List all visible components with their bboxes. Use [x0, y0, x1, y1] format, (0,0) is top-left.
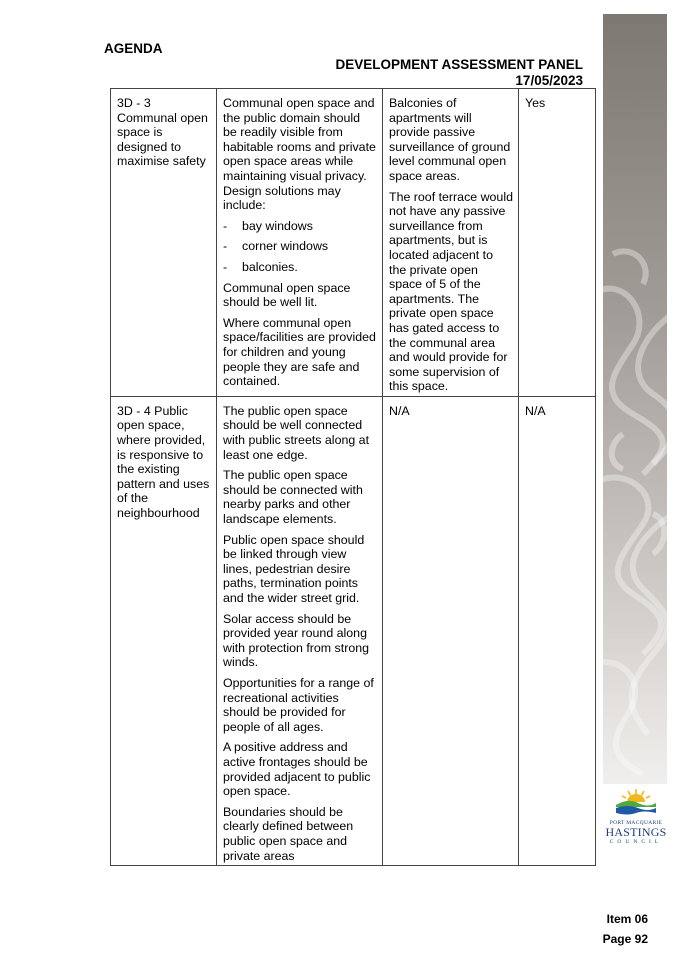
guidance-cell	[217, 396, 383, 865]
assessment-table	[110, 88, 596, 866]
list-item: - balconies.	[223, 260, 377, 275]
guidance-cell	[217, 89, 383, 397]
complies-cell: Yes	[519, 89, 596, 397]
logo-line-1: PORT MACQUARIE	[609, 820, 663, 826]
agenda-label: AGENDA	[104, 41, 163, 56]
logo-line-2: HASTINGS	[605, 825, 667, 839]
comment-cell	[383, 89, 519, 397]
page-number: Page 92	[602, 932, 648, 946]
swirl-pattern-icon	[603, 14, 667, 784]
comment-paragraph: The roof terrace would not have any passive surveillance from apartments, but is located adjacent to the private open space of 5 of the apartments. The private open space has gated access to the communal area and would provide for some supervision of this space.	[389, 189, 513, 394]
guidance-paragraph: Solar access should be provided year round along with protection from strong winds.	[223, 611, 369, 670]
guidance-paragraph: Boundaries should be clearly defined between public open space and private areas	[223, 804, 354, 863]
guidance-paragraph: Communal open space should be well lit.	[223, 280, 351, 310]
decorative-side-band	[603, 14, 667, 784]
comment-cell: N/A	[383, 396, 519, 865]
objective-cell: 3D - 4 Public open space, where provided, is responsive to the existing pattern and uses of the neighbourhood	[111, 396, 217, 865]
list-item: - corner windows	[223, 239, 377, 254]
panel-title: DEVELOPMENT ASSESSMENT PANEL	[335, 57, 583, 72]
meeting-date: 17/05/2023	[515, 73, 583, 88]
guidance-paragraph: A positive address and active frontages should be provided adjacent to public open space.	[223, 740, 371, 799]
list-item: - bay windows	[223, 219, 377, 234]
table-row	[111, 396, 596, 865]
logo-line-3: COUNCIL	[609, 839, 663, 845]
panel-header	[335, 57, 583, 89]
table-row	[111, 89, 596, 397]
guidance-paragraph: Where communal open space/facilities are provided for children and young people they are safe and contained.	[223, 315, 376, 389]
guidance-paragraph: The public open space should be connected with nearby parks and other landscape elements.	[223, 468, 363, 527]
comment-paragraph: Balconies of apartments will provide passive surveillance of ground level communal open space areas.	[389, 96, 511, 183]
complies-cell: N/A	[519, 396, 596, 865]
council-logo	[603, 787, 669, 845]
sun-hills-logo-icon	[614, 787, 658, 815]
guidance-paragraph: Communal open space and the public domain should be readily visible from habitable rooms and private open space areas while maintaining visual privacy. Design solutions may include:	[223, 96, 376, 213]
item-number: Item 06	[606, 912, 648, 926]
objective-cell: 3D - 3 Communal open space is designed to maximise safety	[111, 89, 217, 397]
design-solutions-list	[223, 219, 377, 275]
guidance-paragraph: Opportunities for a range of recreational activities should be provided for people of all ages.	[223, 675, 374, 734]
guidance-paragraph: Public open space should be linked through view lines, pedestrian desire paths, termination points and the wider street grid.	[223, 532, 365, 605]
guidance-paragraph: The public open space should be well connected with public streets along at least one edge.	[223, 403, 370, 462]
